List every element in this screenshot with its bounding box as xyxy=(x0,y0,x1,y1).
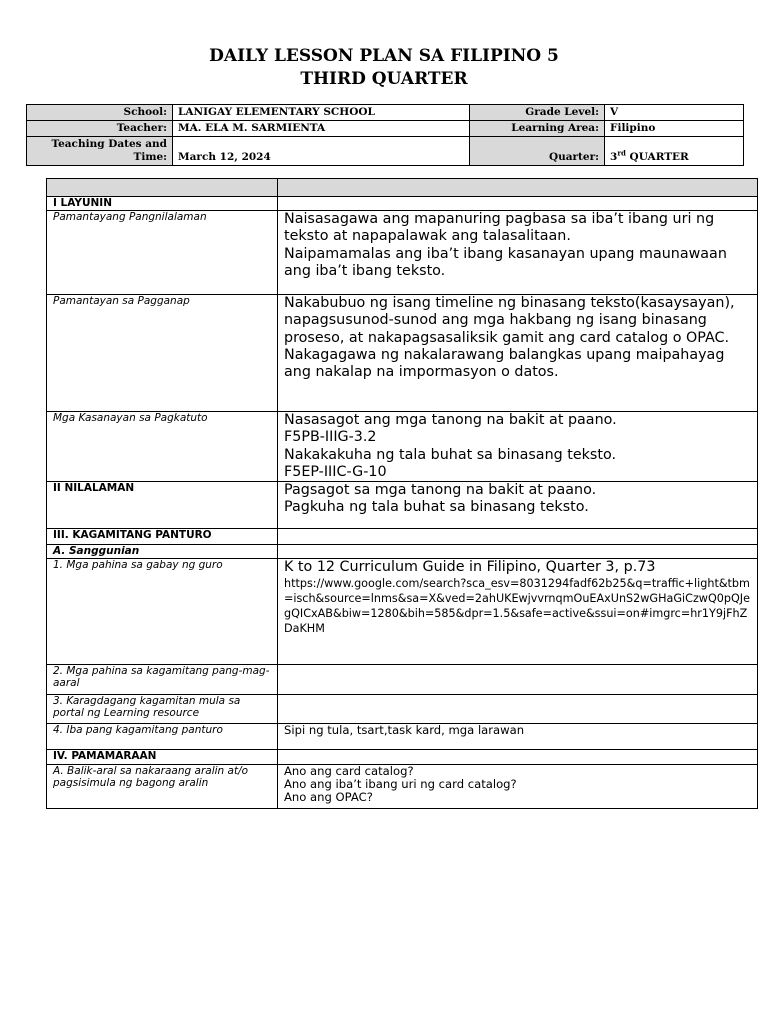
nilalaman-value: Pagsagot sa mga tanong na bakit at paano. Pagkuha ng tala buhat sa binasang teksto. xyxy=(278,482,758,529)
pamantayang-value: Naisasagawa ang mapanuring pagbasa sa iba’t ibang uri ng teksto at napapalawak ang talasalitaan. Naipamamalas ang iba’t ibang kasanayan upang maunawaan ang iba’t ibang teksto. xyxy=(278,211,758,295)
school-value: LANIGAY ELEMENTARY SCHOOL xyxy=(173,105,470,121)
balik-label: A. Balik-aral sa nakaraang aralin at/o pagsisimula ng bagong aralin xyxy=(47,765,278,809)
lesson-table xyxy=(46,178,758,809)
table-row xyxy=(47,750,758,765)
nilalaman-label: II NILALAMAN xyxy=(47,482,278,529)
balik-value: Ano ang card catalog? Ano ang iba’t ibang uri ng card catalog? Ano ang OPAC? xyxy=(278,765,758,809)
quarter-value: 3rd QUARTER xyxy=(605,137,744,166)
table-row xyxy=(47,765,758,809)
teacher-label: Teacher: xyxy=(27,121,173,137)
teacher-value: MA. ELA M. SARMIENTA xyxy=(173,121,470,137)
table-row xyxy=(47,295,758,412)
dates-value: March 12, 2024 xyxy=(173,137,470,166)
karagdagang-label: 3. Karagdagang kagamitan mula sa portal ng Learning resource xyxy=(47,695,278,724)
header-row xyxy=(47,179,758,197)
table-row xyxy=(47,559,758,665)
table-row xyxy=(47,482,758,529)
table-row xyxy=(47,724,758,750)
grade-value: V xyxy=(605,105,744,121)
kasanayan-value: Nasasagot ang mga tanong na bakit at paano. F5PB-IIIG-3.2 Nakakakuha ng tala buhat sa binasang teksto. F5EP-IIIC-G-10 xyxy=(278,412,758,482)
header-cell-right xyxy=(278,179,758,197)
page-subtitle: THIRD QUARTER xyxy=(300,69,468,89)
table-row xyxy=(47,412,758,482)
guro-label: 1. Mga pahina sa gabay ng guro xyxy=(47,559,278,665)
dates-label: Teaching Dates and Time: xyxy=(27,137,173,166)
iba-value: Sipi ng tula, tsart,task kard, mga larawan xyxy=(278,724,758,750)
pagganap-label: Pamantayan sa Pagganap xyxy=(47,295,278,412)
magaaral-label: 2. Mga pahina sa kagamitang pang-mag-aaral xyxy=(47,665,278,695)
kasanayan-label: Mga Kasanayan sa Pagkatuto xyxy=(47,412,278,482)
table-row xyxy=(47,211,758,295)
sanggunian-label: A. Sanggunian xyxy=(47,545,278,559)
area-label: Learning Area: xyxy=(470,121,605,137)
reference-link[interactable]: https://www.google.com/search?sca_esv=8031294fadf62b25&q=traffic+light&tbm=isch&source=lnms&sa=X&ved=2ahUKEwjvvrnqmOuEAxUnS2wGHaGiCzwQ0pQJegQICxAB&biw=1280&bih=585&dpr=1.5&safe=active&ssui=on#imgrc=hr1Y9jFhZDaKHM xyxy=(284,577,750,636)
kagamitan-label: III. KAGAMITANG PANTURO xyxy=(47,529,278,545)
table-row xyxy=(47,197,758,211)
table-row xyxy=(47,695,758,724)
page-title: DAILY LESSON PLAN SA FILIPINO 5 xyxy=(209,46,559,66)
pamamaraan-label: IV. PAMAMARAAN xyxy=(47,750,278,765)
area-value: Filipino xyxy=(605,121,744,137)
pamantayang-label: Pamantayang Pangnilalaman xyxy=(47,211,278,295)
table-row xyxy=(47,529,758,545)
guro-value: K to 12 Curriculum Guide in Filipino, Quarter 3, p.73 https://www.google.com/search?sca_esv=8031294fadf62b25&q=traffic+light&tbm=isch&source=lnms&sa=X&ved=2ahUKEwjvvrnqmOuEAxUnS2wGHaGiCzwQ0pQJegQICxAB&biw=1280&bih=585&dpr=1.5&safe=active&ssui=on#imgrc=hr1Y9jFhZDaKHM xyxy=(278,559,758,665)
table-row xyxy=(47,665,758,695)
table-row xyxy=(47,545,758,559)
layunin-label: I LAYUNIN xyxy=(47,197,278,211)
quarter-label: Quarter: xyxy=(470,137,605,166)
school-label: School: xyxy=(27,105,173,121)
pagganap-value: Nakabubuo ng isang timeline ng binasang teksto(kasaysayan), napagsusunod-sunod ang mga hakbang ng isang binasang proseso, at nakapagsasaliksik gamit ang card catalog o OPAC. Nakagagawa ng nakalarawang balangkas upang maipahayag ang nakalap na impormasyon o datos. xyxy=(278,295,758,412)
grade-label: Grade Level: xyxy=(470,105,605,121)
info-table xyxy=(26,104,744,166)
iba-label: 4. Iba pang kagamitang panturo xyxy=(47,724,278,750)
header-cell-left xyxy=(47,179,278,197)
